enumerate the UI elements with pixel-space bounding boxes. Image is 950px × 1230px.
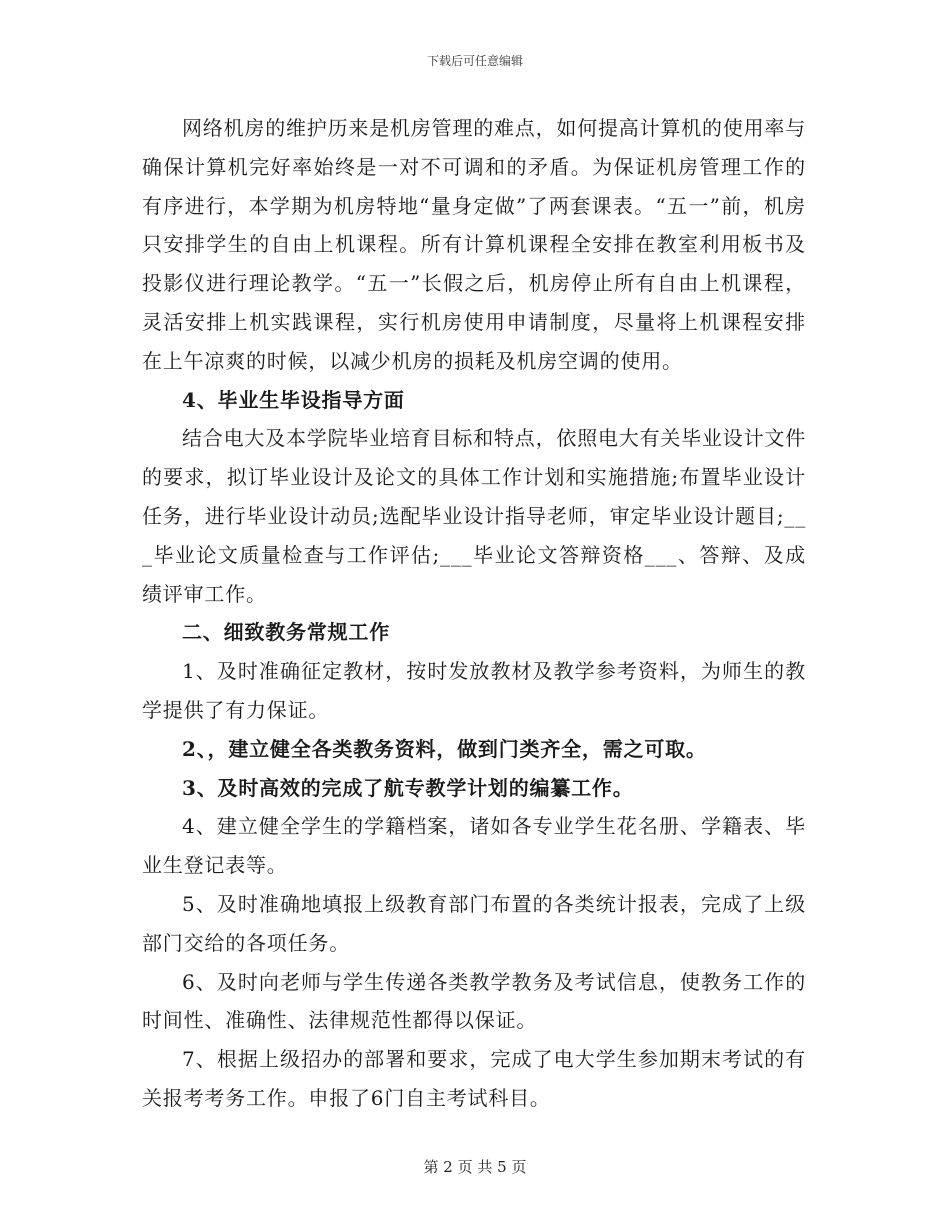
- list-item-2: 2、，建立健全各类教务资料，做到门类齐全，需之可取。: [182, 736, 707, 761]
- document-body: [142, 109, 806, 1118]
- paragraph-computer-lab: 网络机房的维护历来是机房管理的难点，如何提高计算机的使用率与确保计算机完好率始终是一对不可调和的矛盾。为保证机房管理工作的有序进行，本学期为机房特地“量身定做”了两套课表。“五一”前，机房只安排学生的自由上机课程。所有计算机课程全安排在教室利用板书及投影仪进行理论教学。“五一”长假之后，机房停止所有自由上机课程，灵活安排上机实践课程，实行机房使用申请制度，尽量将上机课程安排在上午凉爽的时候，以减少机房的损耗及机房空调的使用。: [142, 116, 806, 373]
- list-item-3: 3、及时高效的完成了航专教学计划的编纂工作。: [182, 775, 634, 800]
- list-item-4: 4、建立健全学生的学籍档案，诸如各专业学生花名册、学籍表、毕业生登记表等。: [142, 814, 806, 878]
- list-item-7: 7、根据上级招办的部署和要求，完成了电大学生参加期末考试的有关报考考务工作。申报了6门自主考试科目。: [142, 1047, 806, 1110]
- list-item-5: 5、及时准确地填报上级教育部门布置的各类统计报表，完成了上级部门交给的各项任务。: [142, 891, 806, 955]
- heading-graduation-guidance: 4、毕业生毕设指导方面: [182, 387, 405, 412]
- list-item-1: 1、及时准确征定教材，按时发放教材及教学参考资料，为师生的教学提供了有力保证。: [142, 659, 806, 722]
- page-number: 第 2 页 共 5 页: [423, 1158, 527, 1176]
- paragraph-graduation-design: 结合电大及本学院毕业培育目标和特点，依照电大有关毕业设计文件的要求，拟订毕业设计及论文的具体工作计划和实施措施;布置毕业设计任务，进行毕业设计动员;选配毕业设计指导老师，审定毕业设计题目;___毕业论文质量检查与工作评估;___毕业论文答辩资格___、答辩、及成绩评审工作。: [142, 426, 806, 606]
- page-header: 下载后可任意编辑: [426, 54, 523, 68]
- heading-section-two: 二、细致教务常规工作: [182, 620, 390, 645]
- list-item-6: 6、及时向老师与学生传递各类教学教务及考试信息，使教务工作的时间性、准确性、法律规范性都得以保证。: [142, 969, 806, 1033]
